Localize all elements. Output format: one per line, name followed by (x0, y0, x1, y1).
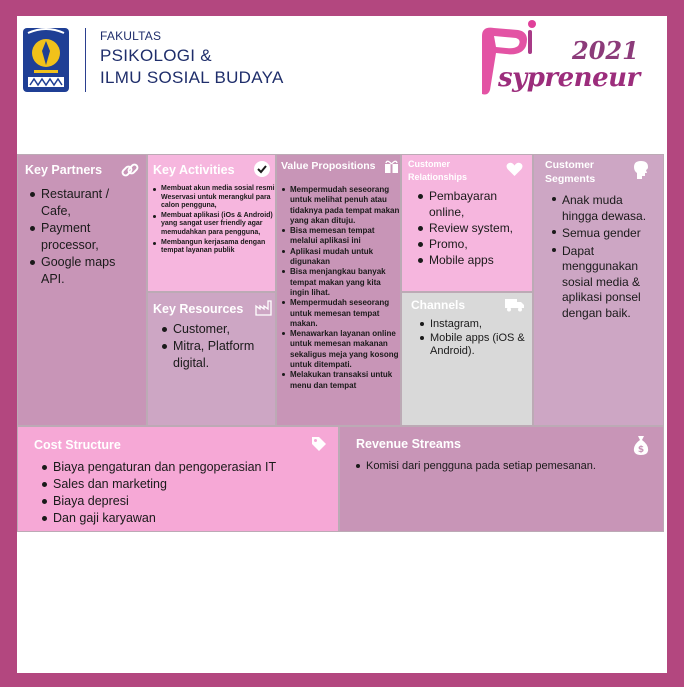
channels-list (430, 318, 530, 359)
svg-text:$: $ (637, 445, 645, 455)
key-activities-list (161, 185, 275, 257)
list-item: Pembayaran online, (429, 188, 531, 220)
list-item: Dan gaji karyawan (53, 510, 337, 527)
list-item: Melakukan transaksi untuk menu dan tempat (290, 370, 400, 391)
key-activities-title: Key Activities (153, 163, 235, 177)
list-item: Mempermudah seseorang untuk memesan tempat makan. (290, 298, 400, 329)
link-icon (120, 160, 140, 180)
list-item: Promo, (429, 236, 531, 252)
customer-relationships-block (401, 154, 533, 292)
customer-relationships-title (408, 158, 467, 184)
key-resources-title: Key Resources (153, 302, 244, 316)
value-propositions-title: Value Propositions (281, 160, 376, 172)
list-item: Membuat akun media sosial resmi Weservasi untuk merangkul para calon pengguna, (161, 185, 275, 210)
customer-segments-block (533, 154, 664, 426)
factory-icon (255, 300, 272, 316)
key-resources-block (147, 292, 276, 426)
tag-icon (311, 436, 327, 452)
list-item: Bisa menjangkau banyak tempat makan yang kita ingin lihat. (290, 267, 400, 298)
list-item: Mobile apps (iOS & Android). (430, 332, 530, 359)
header-divider (85, 28, 86, 92)
brand-year: 2021 (572, 36, 639, 65)
list-item: Semua gender (562, 226, 662, 242)
truck-icon (505, 298, 525, 312)
revenue-streams-block (339, 426, 664, 532)
list-item: Instagram, (430, 318, 530, 332)
cost-structure-block (17, 426, 339, 532)
list-item: Payment processor, (41, 220, 141, 254)
revenue-streams-title: Revenue Streams (356, 437, 461, 451)
customer-segments-title (545, 158, 595, 186)
checkmark-icon (253, 160, 271, 178)
gift-icon (384, 159, 399, 174)
customer-segments-list (562, 193, 662, 321)
cost-structure-title: Cost Structure (34, 438, 121, 452)
title-line: Relationships (408, 172, 468, 182)
key-activities-block (147, 154, 276, 292)
list-item: Restaurant / Cafe, (41, 186, 141, 220)
faculty-name-line1: PSIKOLOGI & (100, 46, 212, 65)
faculty-label: FAKULTAS (100, 29, 162, 43)
brand-word: sypreneur (498, 63, 640, 93)
faculty-name-line2: ILMU SOSIAL BUDAYA (100, 68, 284, 87)
title-line: Customer (545, 159, 595, 171)
revenue-streams-list (366, 460, 656, 474)
university-emblem-icon (22, 27, 70, 93)
customer-relationships-list (429, 188, 531, 268)
person-head-icon (633, 160, 649, 180)
cost-structure-list (53, 459, 337, 527)
list-item: Anak muda hingga dewasa. (562, 193, 662, 224)
value-propositions-block (276, 154, 401, 426)
list-item: Customer, (173, 321, 269, 338)
key-partners-list (41, 186, 141, 288)
list-item: Membangun kerjasama dengan tempat layanan publik (161, 239, 275, 256)
list-item: Biaya pengaturan dan pengoperasian IT (53, 459, 337, 476)
list-item: Biaya depresi (53, 493, 337, 510)
list-item: Bisa memesan tempat melalui aplikasi ini (290, 226, 400, 247)
list-item: Dapat menggunakan sosial media & aplikasi ponsel dengan baik. (562, 244, 662, 322)
list-item: Review system, (429, 220, 531, 236)
list-item: Aplikasi mudah untuk digunakan (290, 247, 400, 268)
channels-block (401, 292, 533, 426)
money-bag-icon (633, 434, 649, 456)
list-item: Google maps API. (41, 254, 141, 288)
title-line: Customer (408, 159, 451, 169)
key-resources-list (173, 321, 269, 372)
list-item: Mempermudah seseorang untuk melihat penuh atau tidaknya pada tempat makan yang akan dituju. (290, 185, 400, 225)
value-propositions-list (290, 185, 400, 391)
title-line: Segments (545, 173, 596, 185)
list-item: Membuat aplikasi (iOs & Android) yang sangat user friendly agar memudahkan para pengguna, (161, 212, 275, 238)
heart-icon (506, 162, 523, 177)
key-partners-title: Key Partners (25, 163, 103, 177)
key-partners-block (17, 154, 147, 426)
list-item: Komisi dari pengguna pada setiap pemesanan. (366, 460, 656, 474)
list-item: Mitra, Platform digital. (173, 338, 269, 372)
list-item: Menawarkan layanan online untuk memesan makanan sekaligus meja yang kosong untuk ditempati. (290, 329, 399, 370)
list-item: Sales dan marketing (53, 476, 337, 493)
channels-title: Channels (411, 298, 466, 312)
list-item: Mobile apps (429, 252, 531, 268)
